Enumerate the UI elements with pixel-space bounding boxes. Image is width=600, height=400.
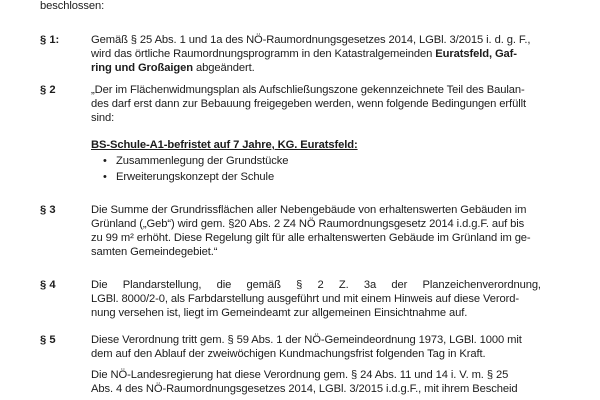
section-4-line-3: nung versehen ist, liegt im Gemeindeamt zur allgemeinen Einsichtnahme auf. — [91, 307, 468, 319]
section-5-number: § 5 — [40, 334, 56, 346]
list-item: Zusammenlegung der Grundstücke — [116, 155, 289, 167]
bullet-icon: • — [103, 171, 107, 183]
section-3-line-3: zu 99 m² erhöht. Diese Regelung gilt für alle erhaltenswerten Gebäude im Grünland im ge- — [91, 232, 531, 244]
section-4-line-2: LGBl. 8000/2-0, als Farbdarstellung ausgeführt und mit einem Hinweis auf diese Verord- — [91, 293, 519, 305]
bullet-icon: • — [103, 155, 107, 167]
section-1-line-3 — [91, 62, 255, 75]
section-3-line-1: Die Summe der Grundrissflächen aller Nebengebäude von erhaltenswerten Gebäuden im — [91, 204, 527, 216]
section-2-heading: BS-Schule-A1-befristet auf 7 Jahre, KG. Euratsfeld: — [91, 139, 358, 151]
section-5-line-3: Die NÖ-Landesregierung hat diese Verordnung gem. § 24 Abs. 11 und 14 i. V. m. § 25 — [91, 369, 509, 381]
section-5-line-1: Diese Verordnung tritt gem. § 59 Abs. 1 der NÖ-Gemeindeordnung 1973, LGBl. 1000 mit — [91, 334, 522, 346]
section-2-number: § 2 — [40, 84, 56, 96]
list-item: Erweiterungskonzept der Schule — [116, 171, 275, 183]
section-3-line-2: Grünland („Geb“) wird gem. §20 Abs. 2 Z4 NÖ Raumordnungsgesetz 2014 i.d.g.F. auf bis — [91, 218, 525, 230]
section-1-places: Euratsfeld, Gaf- — [435, 48, 517, 60]
section-4-number: § 4 — [40, 279, 56, 291]
intro-text: beschlossen: — [40, 0, 105, 12]
section-3-line-4: samten Gemeindegebiet.“ — [91, 246, 218, 258]
section-4-line-1: Die Plandarstellung, die gemäß § 2 Z. 3a der Planzeichenverordnung, — [91, 279, 541, 291]
section-2-line-1: „Der im Flächenwidmungsplan als Aufschließungszone gekennzeichnete Teil des Baulan- — [91, 84, 525, 96]
section-5-line-2: dem auf den Ablauf der zweiwöchigen Kundmachungsfrist folgenden Tag in Kraft. — [91, 348, 486, 360]
section-5-line-4: Abs. 4 des NÖ-Raumordnungsgesetzes 2014, LGBl. 3/2015 i.d.g.F., mit ihrem Bescheid — [91, 383, 518, 395]
section-1-text: wird das örtliche Raumordnungsprogramm in den Katastralgemeinden — [91, 48, 436, 60]
section-1-line-1: Gemäß § 25 Abs. 1 und 1a des NÖ-Raumordnungsgesetzes 2014, LGBl. 3/2015 i. d. g. F., — [91, 34, 531, 46]
section-1-number: § 1: — [40, 34, 60, 46]
section-3-number: § 3 — [40, 204, 56, 216]
section-1-line-2 — [91, 48, 517, 61]
section-2-line-2: des darf erst dann zur Bebauung freigegeben werden, wenn folgende Bedingungen erfüllt — [91, 98, 526, 110]
section-1-places-cont: ring und Großaigen — [91, 62, 193, 74]
section-1-text-end: abgeändert. — [193, 62, 255, 74]
section-2-line-3: sind: — [91, 112, 115, 124]
